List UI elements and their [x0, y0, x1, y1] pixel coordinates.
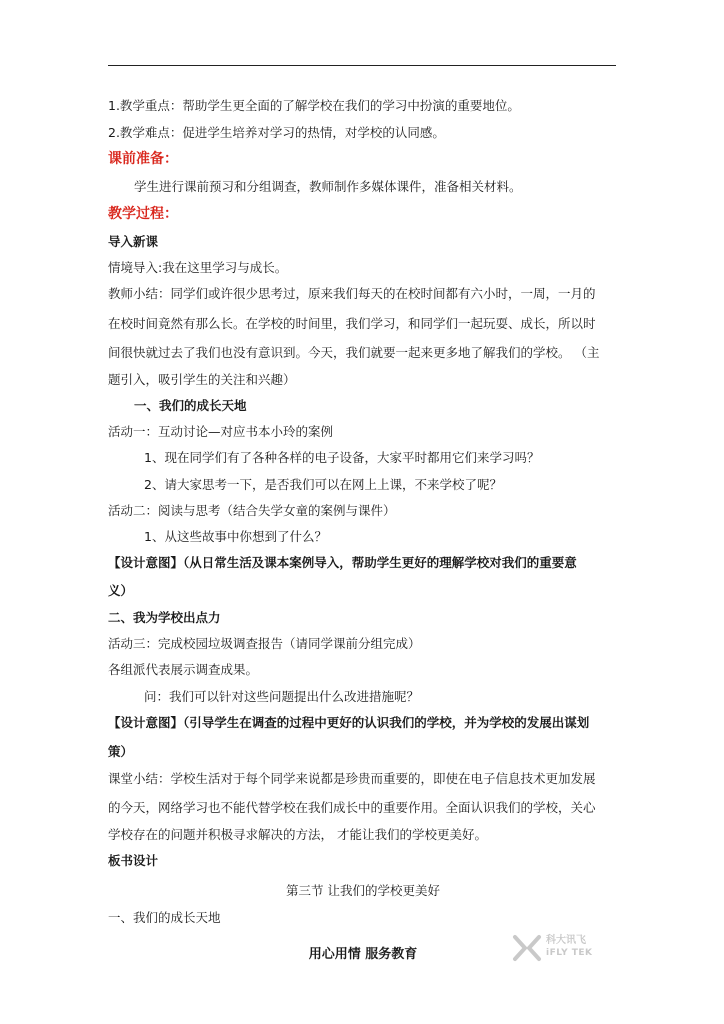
design-intent-2: 【设计意图】（引导学生在调查的过程中更好的认识我们的学校，并为学校的发展出谋划 — [108, 715, 590, 730]
report-line: 各组派代表展示调查成果。 — [108, 662, 259, 677]
question-1: 1、现在同学们有了各种各样的电子设备，大家平时都用它们来学习吗？ — [144, 450, 540, 465]
section1-title: 一、我们的成长天地 — [134, 398, 247, 413]
logo-cn: 科大讯飞 — [546, 935, 586, 946]
design-intent-1-cont: 义） — [108, 583, 134, 598]
prep-text: 学生进行课前预习和分组调查，教师制作多媒体课件，准备相关材料。 — [134, 179, 522, 194]
iflytek-mark-icon — [512, 934, 542, 962]
board-item-1: 一、我们的成长天地 — [108, 910, 221, 925]
activity2: 活动二：阅读与思考（结合失学女童的案例与课件） — [108, 503, 396, 518]
section2-title: 二、我为学校出点力 — [108, 610, 221, 625]
objective-key: 1.教学重点：帮助学生更全面的了解学校在我们的学习中扮演的重要地位。 — [108, 98, 520, 113]
activity3: 活动三：完成校园垃圾调查报告（请同学课前分组完成） — [108, 636, 421, 651]
activity1: 活动一：互动讨论—对应书本小玲的案例 — [108, 424, 334, 439]
logo-en: iFLY TEK — [546, 948, 593, 958]
intro-line: 情境导入:我在这里学习与成长。 — [108, 260, 288, 275]
iflytek-logo — [510, 934, 620, 964]
class-summary-line: 课堂小结：学校生活对于每个同学来说都是珍贵而重要的，即使在电子信息技术更加发展 — [108, 771, 596, 786]
intro-title: 导入新课 — [108, 234, 159, 249]
question-2: 2、请大家思考一下，是否我们可以在网上上课，不来学校了呢？ — [144, 477, 502, 492]
footer-slogan: 用心用情 服务教育 — [308, 947, 418, 962]
summary-line: 题引入，吸引学生的关注和兴趣） — [108, 372, 296, 387]
class-summary-line: 学校存在的问题并积极寻求解决的方法， 才能让我们的学校更美好。 — [108, 827, 487, 842]
summary-line: 间很快就过去了我们也没有意识到。今天，我们就要一起来更多地了解我们的学校。 （主 — [108, 345, 600, 360]
question-3: 1、从这些故事中你想到了什么？ — [144, 529, 327, 544]
board-lesson: 第三节 让我们的学校更美好 — [286, 883, 440, 898]
class-summary-line: 的今天，网络学习也不能代替学校在我们成长中的重要作用。全面认识我们的学校，关心 — [108, 800, 596, 815]
prep-heading: 课前准备： — [108, 151, 178, 167]
summary-line: 在校时间竟然有那么长。在学校的时间里，我们学习，和同学们一起玩耍、成长，所以时 — [108, 316, 596, 331]
process-heading: 教学过程： — [108, 206, 178, 222]
objective-difficulty: 2.教学难点：促进学生培养对学习的热情，对学校的认同感。 — [108, 125, 445, 140]
board-title: 板书设计 — [108, 853, 159, 868]
design-intent-2-cont: 策） — [108, 744, 134, 759]
improvement-question: 问：我们可以针对这些问题提出什么改进措施呢？ — [144, 689, 420, 704]
header-rule — [108, 65, 616, 66]
design-intent-1: 【设计意图】（从日常生活及课本案例导入，帮助学生更好的理解学校对我们的重要意 — [108, 555, 577, 570]
summary-line: 教师小结：同学们或许很少思考过，原来我们每天的在校时间都有六小时，一周，一月的 — [108, 286, 596, 301]
